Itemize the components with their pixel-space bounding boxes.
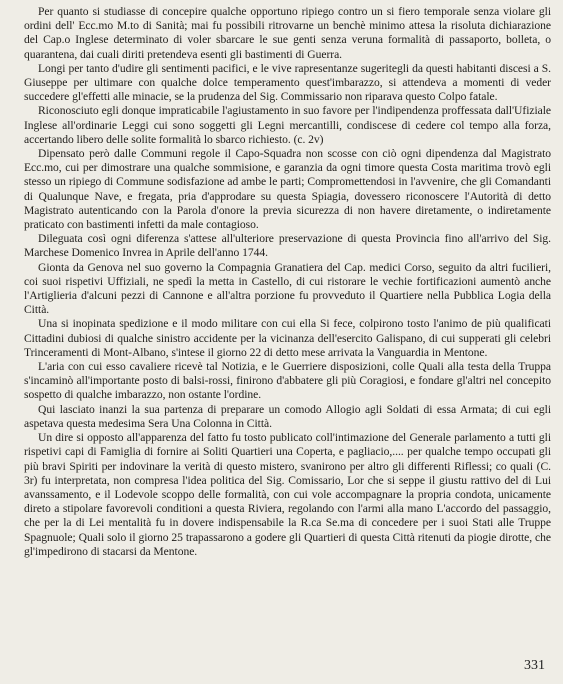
paragraph-4: Dipensato però dalle Communi regole il Capo-Squadra non scosse con ciò ogni dipendenza dal Magistrato Ecc.mo, cui per dimostrare una qualche sommisione, e garanzia da ogni timore questa Costa maritima trovò egli stesso un ripiego di Commune sodisfazione ad ambe le parti; Compromettendosi in l'avvenire, che gli Comandanti di Qualunque Nave, e fregata, pria d'approdare su questa Spiagia, dovessero riconoscere l'Autorità di detto Magistrato autenticando con la Parola d'onore la previa sicurezza di non havere diretamente, o indiretamente praticato con bastimenti infetti da male contagioso.	[24, 147, 551, 232]
paragraph-8: L'aria con cui esso cavaliere ricevè tal Notizia, e le Guerriere disposizioni, colle Quali alla testa della Truppa s'incaminò all'importante posto di balsi-rossi, finirono d'abbatere gli più Coragiosi, e fondare gl'altri nel concepito sospetto di qualche imbarazzo, non ostante l'ordine.	[24, 360, 551, 402]
paragraph-2: Longi per tanto d'udire gli sentimenti pacifici, e le vive rapresentanze sugeritegli da questi habitanti discesi a S. Giuseppe per ultimare con qualche dolce temperamento quest'imbarazzo, si attendeva a momenti di veder succedere gl'effetti alle minacie, se la prudenza del Sig. Commissario non riparava questo Colpo fatale.	[24, 61, 551, 104]
paragraph-7: Una si inopinata spedizione e il modo militare con cui ella Si fece, colpirono tosto l'animo de più qualificati Cittadini dubiosi di qualche sinistro accidente per la vicinanza dell'esercito Galispano, di cui supperati gli celebri Trinceramenti di Mont-Albano, s'intese il giorno 22 di detto mese arrivata la Vanguardia in Mentone.	[24, 317, 551, 359]
paragraph-10: Un dire si opposto all'apparenza del fatto fu tosto publicato coll'intimazione del Generale parlamento a tutti gli rispetivi capi di Famiglia di fornire ai Soliti Quartieri una Coperta, e pagliacio,.... per qualche tempo occupati gli più bravi Spiriti per indovinare la verità di questo mistero, svanirono per altro gli differenti Riflessi; co quali (C. 3r) fu interpretata, non compresa l'idea politica del Sig. Comissario, Lor che si seppe il giustu rattivo del di Lui avanssamento, e il Lodevole scoppo delle formalità, con cui vole accompagnare la propria condota, unicamente direto a stipolare favorevoli conditioni a questa Riviera, regolando con l'armi alla mano L'accordo del passaggio, che per la di Lei mentalità fu in dovere indispensabile la R.ca Se.ma di concedere per i suoi Stati alle Truppe Spagnuole; Quali solo il giorno 25 trapassarono a godere gli Quartieri di questa Città ritenuti da piogie dirotte, che gl'impedirono di stacarsi da Mentone.	[24, 431, 551, 558]
paragraph-6: Gionta da Genova nel suo governo la Compagnia Granatiera del Cap. medici Corso, seguito da altri fucilieri, coi suoi rispetivi Uffiziali, ne spedì la metta in Castello, di cui ristorare le vechie fortificazioni aumentò anche l'Artiglieria d'alcuni pezzi di Cannone e all'altra porzione fu provveduto il Quartiere nella Pubblica Logia della Città.	[24, 260, 551, 317]
page-number: 331	[524, 658, 545, 673]
paragraph-1: Per quanto si studiasse di concepire qualche opportuno ripiego contro un si fiero temporale senza violare gli ordini dell' Ecc.mo M.to di Sanità; mai fu possibili ritrovarne un benchè minimo attesa la risoluta dichiarazione del Cap.o Inglese determinato di voler sbarcare le sue genti senza veruna formalità di passaporto, bolleta, o quarantena, dai cuali diriti pretendeva esenti gli bastimenti di Guerra.	[24, 5, 551, 61]
paragraph-3: Riconosciuto egli donque impraticabile l'agiustamento in suo favore per l'indipendenza proffessata dall'Ufiziale Inglese all'ordinarie Leggi cui sono soggetti gli Legni mercantilli, condiscese di cedere col tempo alla forza, accertando libero delle solite formalità lo sbarco richiesto. (c. 2v)	[24, 104, 551, 146]
paragraph-5: Dileguata così ogni diferenza s'attese all'ulteriore preservazione di questa Provincia fino all'arrivo del Sig. Marchese Domenico Invrea in Aprile dell'anno 1744.	[24, 232, 551, 260]
paragraph-9: Qui lasciato inanzi la sua partenza di preparare un comodo Allogio agli Soldati di essa Armata; di cui egli aspetava questa medesima Sera Una Colonna in Città.	[24, 402, 551, 430]
